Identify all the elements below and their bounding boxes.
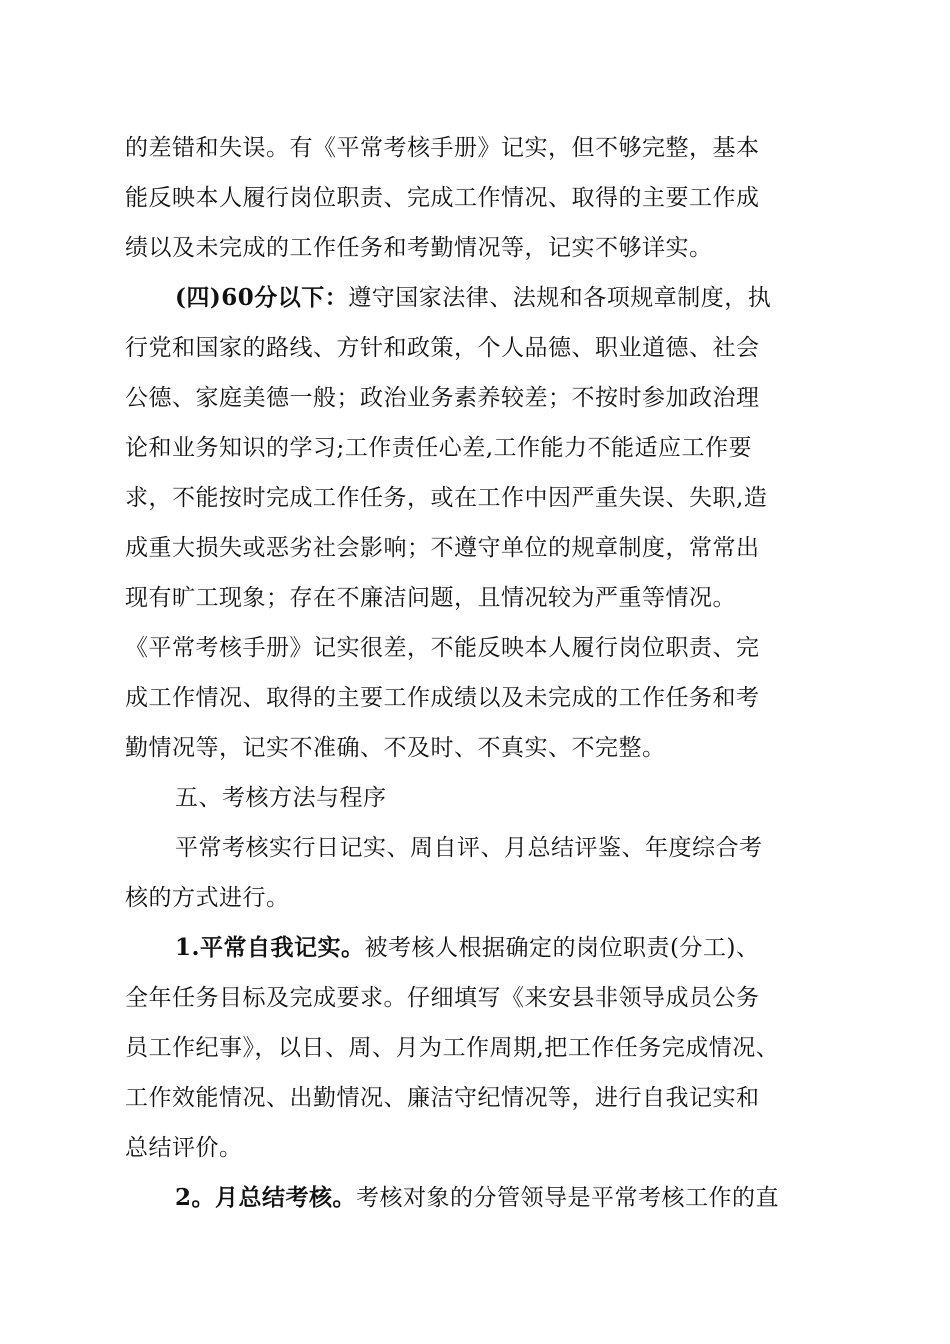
text-line: 成工作情况、取得的主要工作成绩以及未完成的工作任务和考 <box>125 685 760 711</box>
text-line: 核的方式进行。 <box>125 885 290 911</box>
paragraph-method <box>125 823 837 923</box>
text-line: 的差错和失误。有《平常考核手册》记实，但不够完整，基本 <box>125 135 760 161</box>
text-line: 行党和国家的路线、方针和政策，个人品德、职业道德、社会 <box>125 335 760 361</box>
paragraph-continuation <box>125 123 837 273</box>
text-line <box>125 273 837 323</box>
text-line: 论和业务知识的学习;工作责任心差,工作能力不能适应工作要 <box>125 435 753 461</box>
section-title: 五、考核方法与程序 <box>175 785 387 811</box>
text-line: 公德、家庭美德一般；政治业务素养较差；不按时参加政治理 <box>125 385 760 411</box>
text-line: 《平常考核手册》记实很差，不能反映本人履行岗位职责、完 <box>125 635 760 661</box>
text-line: 员工作纪事》，以日、周、月为工作周期,把工作任务完成情况、 <box>125 1035 780 1061</box>
paragraph-self-record <box>125 923 837 1173</box>
text-line: 绩以及未完成的工作任务和考勤情况等，记实不够详实。 <box>125 235 713 261</box>
text-line <box>125 923 837 973</box>
text-line: 勤情况等，记实不准确、不及时、不真实、不完整。 <box>125 735 666 761</box>
paragraph-grade-four <box>125 273 837 773</box>
text-line: 现有旷工现象；存在不廉洁问题，且情况较为严重等情况。 <box>125 585 736 611</box>
text-line: 全年任务目标及完成要求。仔细填写《来安县非领导成员公务 <box>125 985 760 1011</box>
grade-heading: (四)60分以下： <box>175 284 349 311</box>
text-line <box>125 1173 837 1223</box>
text-line: 总结评价。 <box>125 1135 243 1161</box>
item-heading: 2。月总结考核。 <box>175 1184 357 1211</box>
text-line: 平常考核实行日记实、周自评、月总结评鉴、年度综合考 <box>175 835 763 861</box>
text-line: 求，不能按时完成工作任务，或在工作中因严重失误、失职,造 <box>125 485 768 511</box>
text-run: 被考核人根据确定的岗位职责(分工)、 <box>364 935 760 961</box>
text-run: 遵守国家法律、法规和各项规章制度，执 <box>348 285 772 311</box>
text-line: 成重大损失或恶劣社会影响；不遵守单位的规章制度，常常出 <box>125 535 760 561</box>
item-heading: 1.平常自我记实。 <box>175 934 365 961</box>
text-run: 考核对象的分管领导是平常考核工作的直 <box>356 1185 780 1211</box>
paragraph-monthly-review <box>125 1173 837 1223</box>
text-line: 能反映本人履行岗位职责、完成工作情况、取得的主要工作成 <box>125 185 760 211</box>
text-line: 工作效能情况、出勤情况、廉洁守纪情况等，进行自我记实和 <box>125 1085 760 1111</box>
section-heading <box>125 773 837 823</box>
